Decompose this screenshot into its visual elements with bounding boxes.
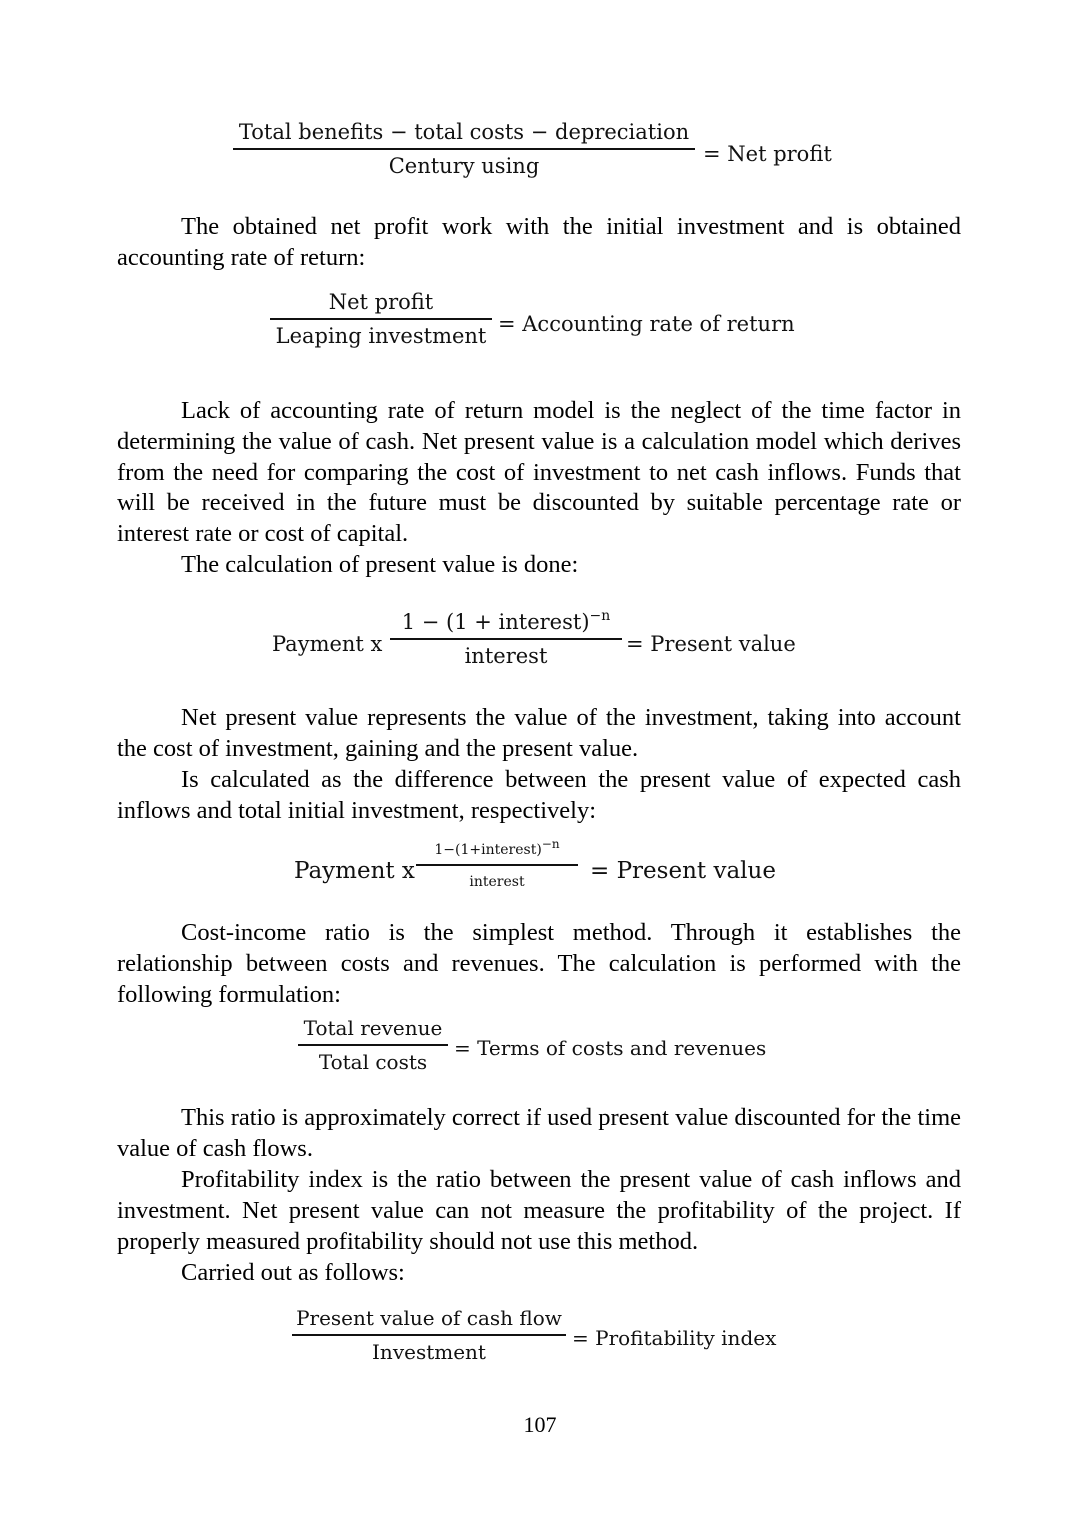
fraction-bar <box>298 1044 448 1046</box>
paragraph: Profitability index is the ratio between the present value of cash inflows and investment. Net present value can not measure the profitability of the project. If properly measured profitability should not use this method. <box>117 1166 961 1255</box>
fraction-bar <box>233 148 695 150</box>
paragraph: The calculation of present value is done: <box>181 551 579 578</box>
formula-prefix: Payment x <box>294 858 415 884</box>
formula-denominator: interest <box>464 643 548 668</box>
formula-denominator: Total costs <box>318 1049 428 1074</box>
formula-denominator: Century using <box>388 153 540 178</box>
fraction-bar <box>292 1334 566 1336</box>
formula-numerator: Total benefits − total costs − depreciation <box>238 120 690 144</box>
fraction-bar <box>390 638 622 640</box>
paragraph: This ratio is approximately correct if used present value discounted for the time value of cash flows. <box>117 1104 961 1162</box>
paragraph: Net present value represents the value of the investment, taking into account the cost of investment, gaining and the present value. <box>117 704 961 762</box>
formula-numerator: 1−(1+interest) <box>434 842 542 858</box>
formula-denominator: Investment <box>372 1339 486 1364</box>
paragraph: Lack of accounting rate of return model is the neglect of the time factor in determining the value of cash. Net present value is a calculation model which derives from the need for comparing the cost of investment to net cash inflows. Funds that will be received in the future must be discounted by suitable percentage rate or interest rate or cost of capital. <box>117 397 961 548</box>
formula-numerator: Total revenue <box>303 1016 443 1040</box>
formula-result: = Accounting rate of return <box>498 312 795 336</box>
formula-denominator: Leaping investment <box>275 323 487 348</box>
formula-numerator: Net profit <box>328 290 434 314</box>
formula-result: = Terms of costs and revenues <box>454 1036 767 1060</box>
formula-prefix: Payment x <box>272 632 383 656</box>
formula-result: = Present value <box>590 858 776 884</box>
formula-result: = Present value <box>626 632 796 656</box>
formula-exponent: −n <box>541 837 560 851</box>
formula-numerator: 1 − (1 + interest) <box>401 610 590 634</box>
paragraph: Cost-income ratio is the simplest method. Through it establishes the relationship between costs and revenues. The calculation is performed with the following formulation: <box>117 919 961 1008</box>
fraction-bar <box>270 318 492 320</box>
formula-exponent: −n <box>589 608 611 624</box>
paragraph: Is calculated as the difference between the present value of expected cash inflows and total initial investment, respectively: <box>117 766 961 824</box>
paragraph: The obtained net profit work with the initial investment and is obtained accounting rate of return: <box>117 213 961 271</box>
formula-denominator: interest <box>469 873 525 890</box>
formula-result: = Net profit <box>703 142 832 166</box>
paragraph: Carried out as follows: <box>181 1259 405 1286</box>
fraction-bar <box>416 864 578 866</box>
formula-result: = Profitability index <box>572 1326 777 1350</box>
formula-numerator: Present value of cash flow <box>296 1306 562 1330</box>
page-number: 107 <box>523 1412 557 1437</box>
